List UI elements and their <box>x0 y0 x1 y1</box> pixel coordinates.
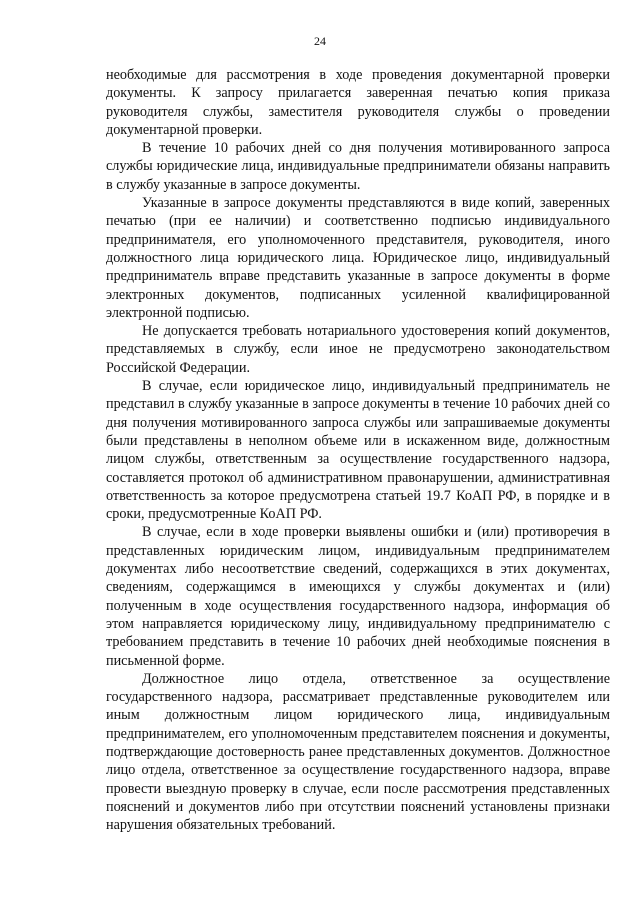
page-number: 24 <box>314 34 326 48</box>
paragraph-notary-prohibition: Не допускается требовать нотариального удостоверения копий документов, представляемых в службу, если иное не предусмотрено законодательством Российской Федерации. <box>106 323 610 376</box>
paragraph-response-deadline: В течение 10 рабочих дней со дня получения мотивированного запроса службы юридические лица, индивидуальные предприниматели обязаны направить в службу указанные в запросе документы. <box>106 140 610 193</box>
paragraph-failure-to-submit: В случае, если юридическое лицо, индивидуальный предприниматель не представил в службу указанные в запросе документы в течение 10 рабочих дней со дня получения мотивированного запроса службы или запрашиваемые документы были представлены в неполном объеме или в искаженном виде, должностным лицом службы, ответственным за осуществление государственного надзора, составляется протокол об административном правонарушении, административная ответственность за которое предусмотрена статьей 19.7 КоАП РФ, в порядке и в сроки, предусмотренные КоАП РФ. <box>106 378 610 523</box>
paragraph-document-copies: Указанные в запросе документы представляются в виде копий, заверенных печатью (при ее наличии) и соответственно подписью индивидуального предпринимателя, его уполномоченного представителя, руководителя, иного должностного лица юридического лица. Юридическое лицо, индивидуальный предприниматель вправе представить указанные в запросе документы в форме электронных документов, подписанных усиленной квалифицированной электронной подписью. <box>106 195 610 321</box>
paragraph-continuation: необходимые для рассмотрения в ходе проведения документарной проверки документы. К запросу прилагается заверенная печатью копия приказа руководителя службы, заместителя руководителя службы о проведении документарной проверки. <box>106 67 610 138</box>
paragraph-errors-contradictions: В случае, если в ходе проверки выявлены ошибки и (или) противоречия в представленных юридическим лицом, индивидуальным предпринимателем документах либо несоответствие сведений, содержащихся в этих документах, сведениям, содержащимся в имеющихся у службы документах и (или) полученным в ходе осуществления государственного надзора, информация об этом направляется юридическому лицу, индивидуальному предпринимателю с требованием представить в течение 10 рабочих дней необходимые пояснения в письменной форме. <box>106 524 610 669</box>
paragraph-official-review: Должностное лицо отдела, ответственное за осуществление государственного надзора, рассматривает представленные руководителем или иным должностным лицом юридического лица, индивидуальным предпринимателем, его уполномоченным представителем пояснения и документы, подтверждающие достоверность ранее представленных документов. Должностное лицо отдела, ответственное за осуществление государственного надзора, вправе провести выездную проверку в случае, если после рассмотрения представленных пояснений и документов либо при отсутствии пояснений установлены признаки нарушения обязательных требований. <box>106 670 610 834</box>
document-body <box>106 66 610 834</box>
